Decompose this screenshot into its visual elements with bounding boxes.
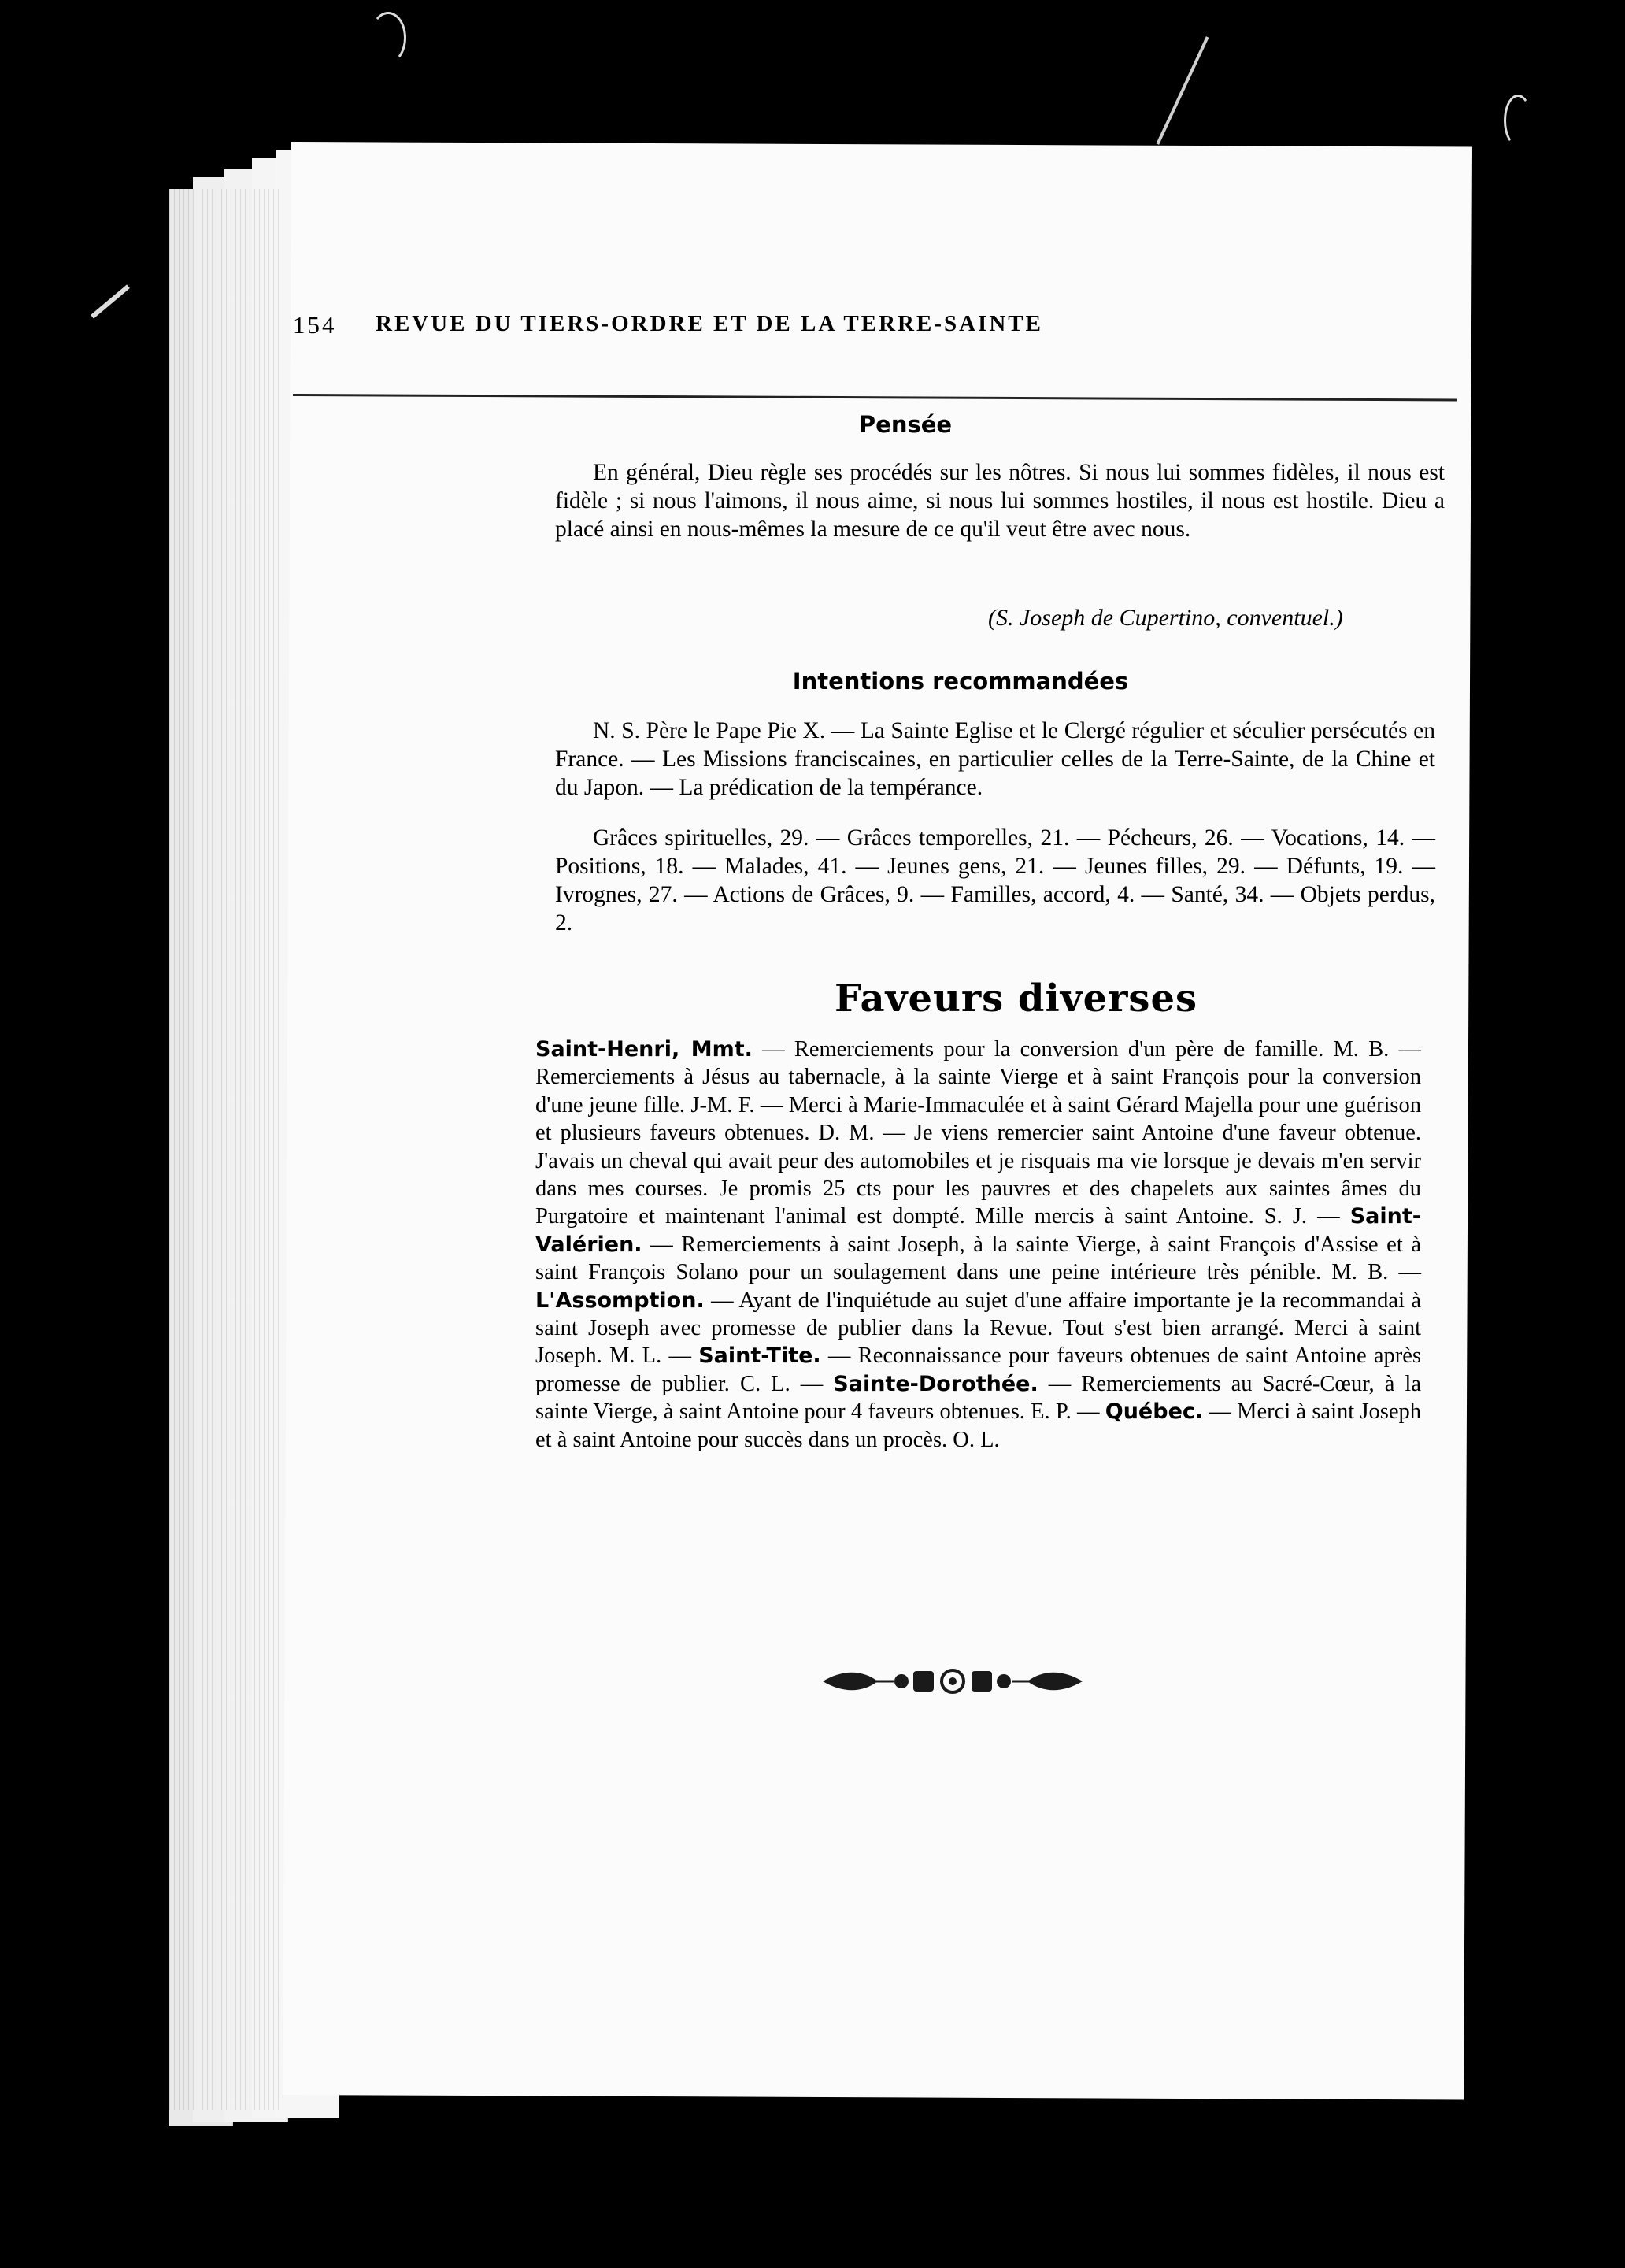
faveur-text: — Ayant de l'inquiétude au sujet d'une affaire importante je la recommandai à saint Joseph avec promesse de publier dans la Revue. Tout s'est bien arrangé. Merci à saint Joseph. M. L. — [535, 1288, 1421, 1369]
scan-artifact [1156, 36, 1209, 145]
faveurs-heading: Faveurs diverses [835, 976, 1198, 1021]
faveur-place-name: Québec. [1105, 1399, 1204, 1425]
pensee-attribution: (S. Joseph de Cupertino, conventuel.) [988, 605, 1343, 631]
scan-artifact [370, 12, 406, 64]
scan-artifact [91, 284, 130, 318]
faveur-text: — Remerciements pour la conversion d'un père de famille. M. B. — Remerciements à Jésus au tabernacle, à la sainte Vierge et à saint François pour la conversion d'une jeune fille. J-M. F. — Merci à Marie-Immaculée et à saint Gérard Majella pour une guérison et plusieurs faveurs obtenues. D. M. — Je viens remercier saint Antoine d'une faveur obtenue. J'avais un cheval qui avait peur des automobiles et je risquais ma vie lorsque je devais m'en servir dans mes courses. Je promis 25 cts pour les pauvres et des chapelets aux saintes âmes du Purgatoire et maintenant l'animal est dompté. Mille mercis à saint Antoine. S. J. — [535, 1037, 1421, 1229]
faveur-text: — Merci à saint Joseph et à saint Antoine pour succès dans un procès. O. L. [535, 1399, 1421, 1452]
pensee-text: En général, Dieu règle ses procédés sur les nôtres. Si nous lui sommes fidèles, il nous est fidèle ; si nous l'aimons, il nous aime, si nous lui sommes hostiles, il nous est hostile. Dieu a placé ainsi en nous-mêmes la mesure de ce qu'il veut être avec nous. [555, 460, 1445, 542]
faveur-text: — Remerciements au Sacré-Cœur, à la sainte Vierge, à saint Antoine pour 4 faveurs obtenues. E. P. — [535, 1371, 1421, 1425]
faveur-place-name: Saint-Tite. [698, 1343, 821, 1369]
faveur-place-name: Saint-Valérien. [535, 1204, 1421, 1257]
faveur-place-name: Saint-Henri, Mmt. [535, 1037, 753, 1062]
journal-title: REVUE DU TIERS-ORDRE ET DE LA TERRE-SAINTE [376, 311, 1043, 336]
faveur-text: — Reconnaissance pour faveurs obtenues de saint Antoine après promesse de publier. C. L. — [535, 1343, 1421, 1396]
pensee-heading: Pensée [858, 411, 953, 438]
faveur-text: — Remerciements à saint Joseph, à la sainte Vierge, à saint François d'Assise et à saint François Solano pour un soulagement dans une peine intérieure très pénible. M. B. — [535, 1232, 1421, 1285]
intentions-paragraph-1: N. S. Père le Pape Pie X. — La Sainte Eglise et le Clergé régulier et séculier persécutés en France. — Les Missions franciscaines, en particulier celles de la Terre-Sainte, de la Chine et du Japon. — La prédication de la tempérance. [555, 718, 1435, 800]
decorative-ornament [819, 1662, 1086, 1701]
intentions-heading: Intentions recommandées [792, 668, 1129, 695]
faveur-place-name: Sainte-Dorothée. [833, 1371, 1038, 1396]
scan-artifact [1504, 94, 1532, 146]
page-number: 154 [293, 311, 337, 339]
faveurs-body [535, 1036, 1421, 1454]
intentions-paragraph-2: Grâces spirituelles, 29. — Grâces temporelles, 21. — Pécheurs, 26. — Vocations, 14. — Positions, 18. — Malades, 41. — Jeunes gens, 21. — Jeunes filles, 29. — Défunts, 19. — Ivrognes, 27. — Actions de Grâces, 9. — Familles, accord, 4. — Santé, 34. — Objets perdus, 2. [555, 825, 1435, 936]
page-edge-stack [169, 189, 287, 2110]
faveur-place-name: L'Assomption. [535, 1288, 705, 1313]
